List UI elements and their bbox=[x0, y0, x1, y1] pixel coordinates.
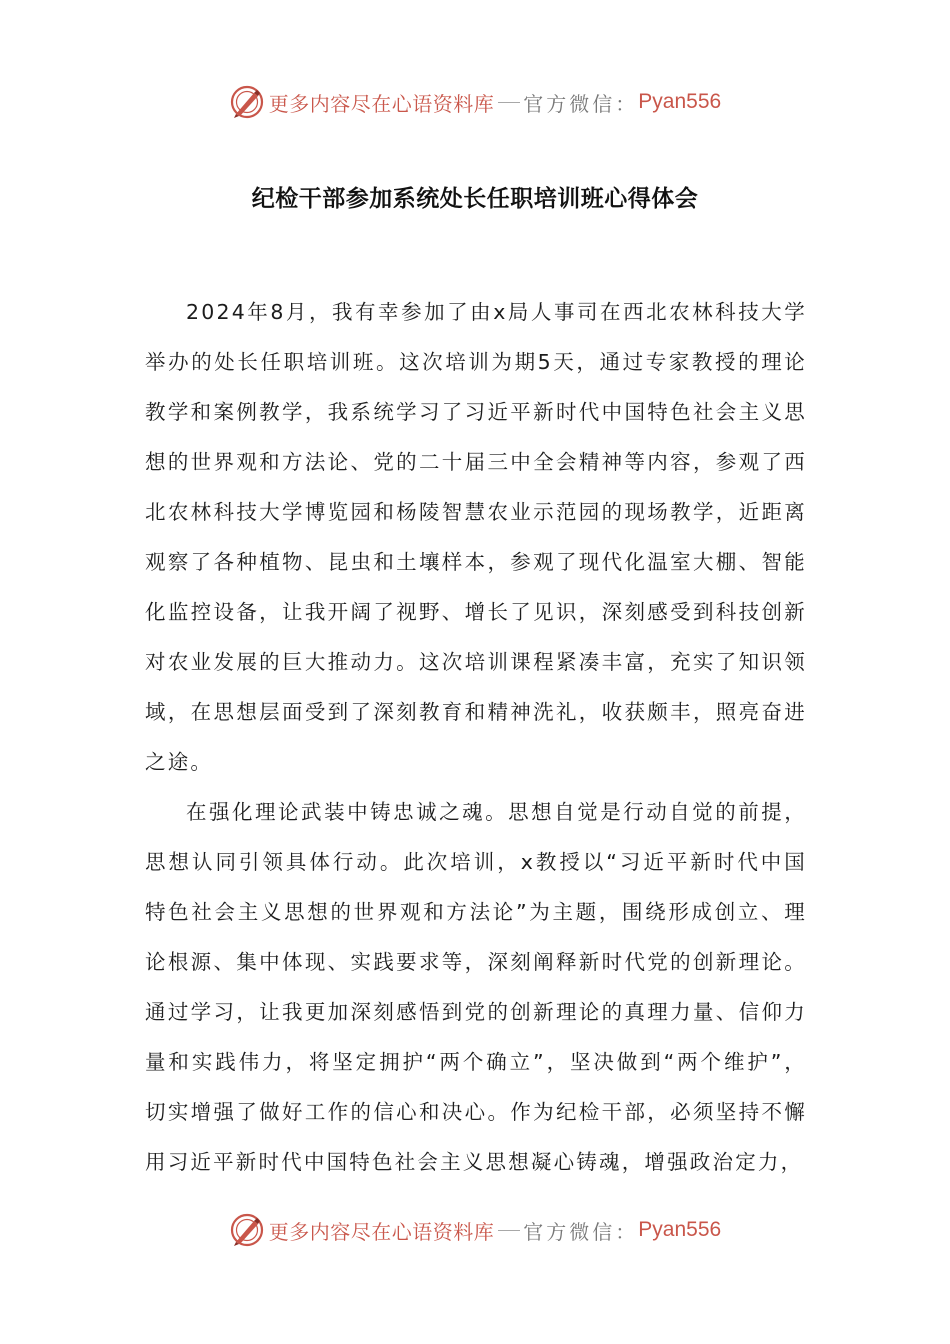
banner-text: 更多内容尽在心语资料库 bbox=[268, 91, 495, 116]
paragraph: 在强化理论武装中铸忠诚之魂。思想自觉是行动自觉的前提，思想认同引领具体行动。此次培训，x教授以“习近平新时代中国特色社会主义思想的世界观和方法论”为主题，围绕形成创立、理论根源、集中体现、实践要求等，深刻阐释新时代党的创新理论。通过学习，让我更加深刻感悟到党的创新理论的真理力量、信仰力量和实践伟力，将坚定拥护“两个确立”，坚决做到“两个维护”，切实增强了做好工作的信心和决心。作为纪检干部，必须坚持不懈用习近平新时代中国特色社会主义思想凝心铸魂，增强政治定力， bbox=[145, 800, 807, 1174]
document-body bbox=[145, 287, 807, 1187]
pen-logo-icon bbox=[229, 1212, 265, 1248]
footer-watermark-banner bbox=[0, 1208, 950, 1252]
banner-text: 更多内容尽在心语资料库 bbox=[268, 1219, 495, 1244]
banner-dash-divider bbox=[498, 102, 520, 103]
pen-logo-icon bbox=[229, 84, 265, 120]
wechat-label: 官方微信： bbox=[523, 91, 639, 116]
wechat-label: 官方微信： bbox=[523, 1219, 639, 1244]
wechat-id: Pyan556 bbox=[638, 1218, 722, 1241]
document-title: 纪检干部参加系统处长任职培训班心得体会 bbox=[251, 186, 699, 212]
header-watermark-banner bbox=[0, 80, 950, 124]
wechat-id: Pyan556 bbox=[638, 90, 722, 113]
paragraph: 2024年8月，我有幸参加了由x局人事司在西北农林科技大学举办的处长任职培训班。这次培训为期5天，通过专家教授的理论教学和案例教学，我系统学习了习近平新时代中国特色社会主义思想的世界观和方法论、党的二十届三中全会精神等内容，参观了西北农林科技大学博览园和杨陵智慧农业示范园的现场教学，近距离观察了各种植物、昆虫和土壤样本，参观了现代化温室大棚、智能化监控设备，让我开阔了视野、增长了见识，深刻感受到科技创新对农业发展的巨大推动力。这次培训课程紧凑丰富，充实了知识领域，在思想层面受到了深刻教育和精神洗礼，收获颇丰，照亮奋进之途。 bbox=[145, 300, 807, 774]
banner-dash-divider bbox=[498, 1230, 520, 1231]
